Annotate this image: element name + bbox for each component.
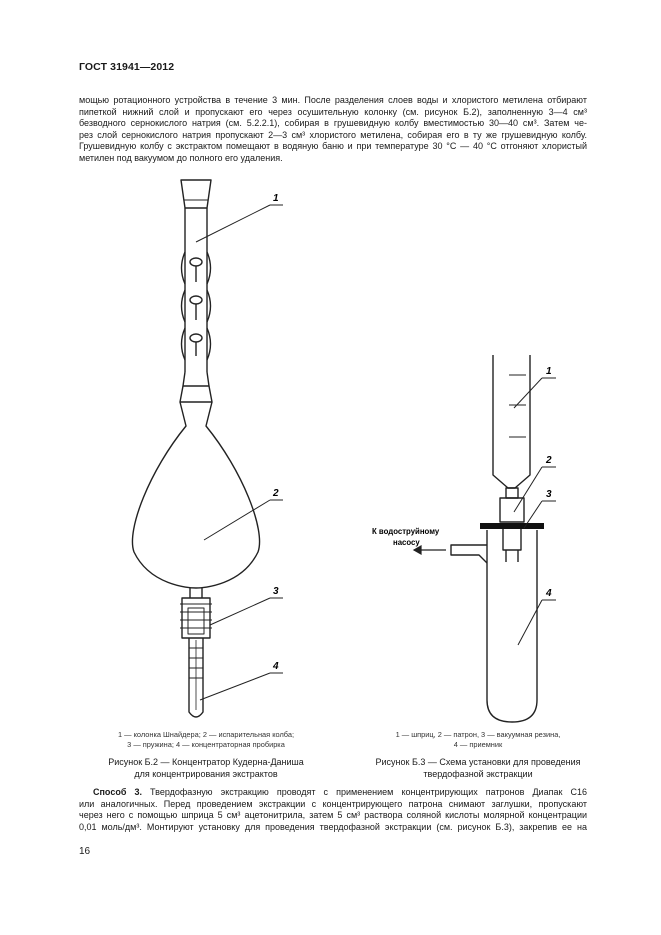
intro-line: мощью ротационного устройства в течение 3 мин. После разделения слоев воды и хлористого метилена отбирают <box>79 95 587 105</box>
rubber-plate <box>480 523 544 529</box>
intro-line: метилен под вакуумом до полного его удаления. <box>79 152 283 163</box>
intro-line: безводного сернокислого натрия (см. 5.2.2.1), собирая в грушевидную колбу вместимостью 30—40 см³. Затем че- <box>79 118 587 129</box>
intro-line: пипеткой нижний слой и пропускают его через осушительную колонку (см. рисунок Б.2), заполненную 3—4 см³ <box>79 106 587 117</box>
caption-line: твердофазной экстракции <box>423 768 533 779</box>
intro-line: Грушевидную колбу с экстрактом помещают в водяную баню и при температуре 30 °С — 40 °С отгоняют хлористый <box>79 141 587 152</box>
method3-line: или аналогичных. Перед проведением экстракции с концентрирующего патрона снимают заглушки, пропускают <box>79 798 587 809</box>
legend-line: 1 — колонка Шнайдера; 2 — испарительная колба; <box>117 730 295 739</box>
legend-line: 3 — пружина; 4 — концентраторная пробирка <box>127 740 285 749</box>
b2-label-1: 1 <box>273 193 279 204</box>
b3-label-4: 4 <box>546 588 552 599</box>
figure-b3-legend <box>368 730 588 750</box>
method3-line: 0,01 моль/дм³. Монтируют установку для проведения твердофазной экстракции (см. рисунок Б.3), закрепив ее на <box>79 821 587 832</box>
method3-title: Способ 3. <box>93 787 142 797</box>
document-header: ГОСТ 31941—2012 <box>79 61 175 73</box>
page-number: 16 <box>79 846 91 857</box>
caption-line: для концентрирования экстрактов <box>134 768 278 779</box>
method3-line: Твердофазную экстракцию проводят с применением концентрирующих патронов Диапак С16 <box>150 787 587 797</box>
figure-b2-caption <box>96 757 316 780</box>
b3-label-2: 2 <box>546 455 552 466</box>
b2-label-3: 3 <box>273 586 279 597</box>
b3-label-1: 1 <box>546 366 552 377</box>
b3-label-3: 3 <box>546 489 552 500</box>
arrow-text-line-1: К водоструйному <box>372 527 440 536</box>
b2-label-2: 2 <box>273 488 279 499</box>
figure-b3-caption <box>363 757 593 780</box>
intro-line: рез слой сернокислого натрия пропускают 2—3 см³ хлористого метилена, собирая его в ту же грушевидную колбу. <box>79 129 587 140</box>
method3-line: через него с помощью шприца 5 см³ ацетонитрила, затем 5 см³ раствора соляной кислоты молярной концентрации <box>79 810 587 821</box>
b2-label-4: 4 <box>273 661 279 672</box>
legend-line: 1 — шприц, 2 — патрон, 3 — вакуумная резина, <box>395 730 561 739</box>
figure-b2-legend <box>96 730 316 750</box>
caption-line: Рисунок Б.2 — Концентратор Кудерна-Даниша <box>108 757 304 767</box>
legend-line: 4 — приемник <box>453 740 503 749</box>
caption-line: Рисунок Б.3 — Схема установки для проведения <box>375 757 581 767</box>
arrow-text-line-2: насосу <box>393 538 420 547</box>
method3-paragraph <box>79 787 587 833</box>
